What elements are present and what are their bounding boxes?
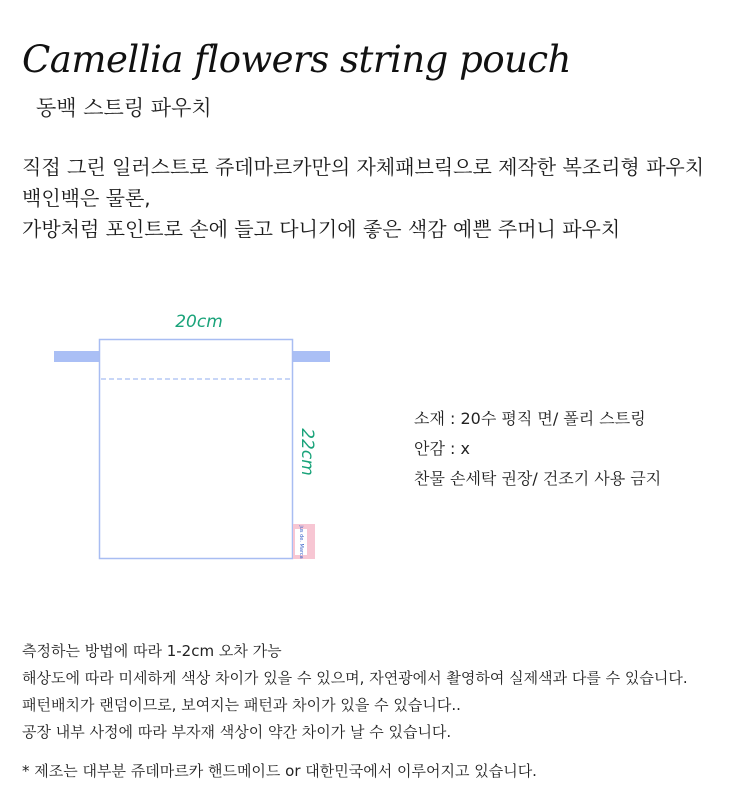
product-title-ko: 동백 스트링 파우치 (36, 96, 212, 120)
description-line: 가방처럼 포인트로 손에 들고 다니기에 좋은 색감 예쁜 주머니 파우치 (22, 217, 621, 241)
pouch-outline (100, 340, 293, 559)
product-info (414, 404, 661, 494)
info-lining: 안감 : x (414, 439, 470, 458)
description-line: 직접 그린 일러스트로 쥬데마르카만의 자체패브릭으로 제작한 복조리형 파우치 (22, 155, 705, 179)
manufacturing-footnote: * 제조는 대부분 쥬데마르카 핸드메이드 or 대한민국에서 이루어지고 있습니다. (22, 762, 537, 780)
notice-line: 패턴배치가 랜덤이므로, 보여지는 패턴과 차이가 있을 수 있습니다.. (22, 696, 461, 714)
notice-line: 측정하는 방법에 따라 1-2cm 오차 가능 (22, 642, 282, 660)
notice-line: 해상도에 따라 미세하게 색상 차이가 있을 수 있으며, 자연광에서 촬영하여 실제색과 다를 수 있습니다. (22, 669, 688, 687)
string-right (292, 351, 330, 362)
info-care: 찬물 손세탁 권장/ 건조기 사용 금지 (414, 469, 662, 488)
string-left (54, 351, 100, 362)
notice-line: 공장 내부 사정에 따라 부자재 색상이 약간 차이가 날 수 있습니다. (22, 723, 452, 741)
product-description (22, 152, 704, 245)
description-line: 백인백은 물론, (22, 186, 151, 210)
label-tag-text: jus de. Marca (298, 525, 304, 559)
notice-list (22, 638, 688, 746)
product-title-en: Camellia flowers string pouch (22, 38, 571, 81)
width-dimension-label: 20cm (175, 312, 223, 332)
height-dimension-label: 22cm (297, 428, 317, 476)
info-material: 소재 : 20수 평직 면/ 폴리 스트링 (414, 409, 646, 428)
